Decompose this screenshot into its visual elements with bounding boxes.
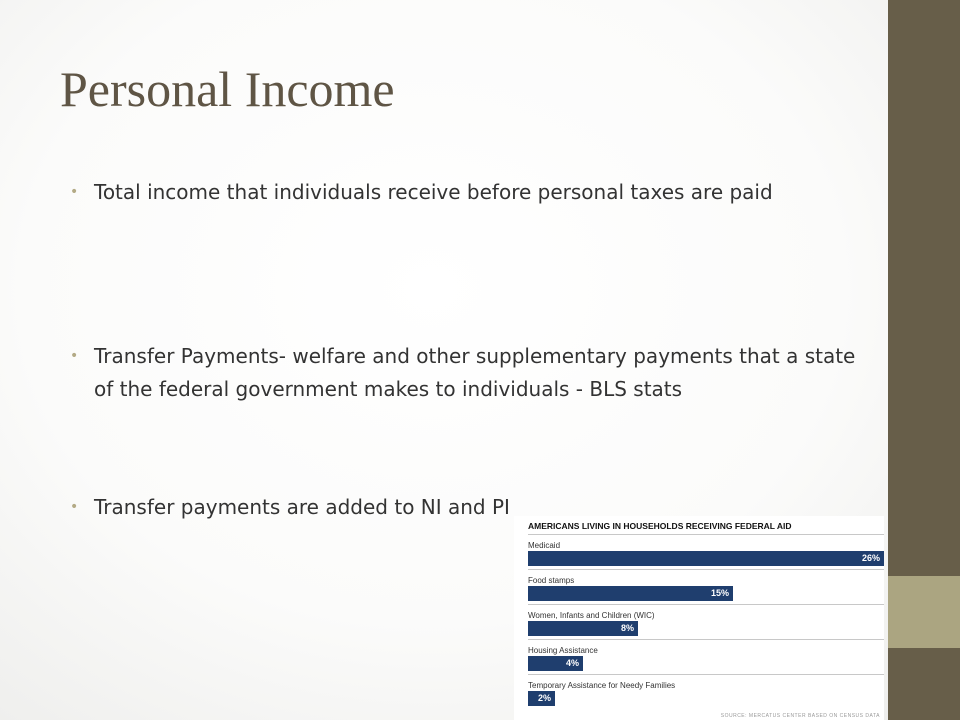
category-label: Temporary Assistance for Needy Families bbox=[528, 681, 676, 690]
category-label: Food stamps bbox=[528, 576, 575, 585]
bullet-item bbox=[70, 176, 860, 209]
chart-divider bbox=[528, 534, 884, 535]
bar bbox=[528, 691, 555, 706]
chart-divider bbox=[528, 604, 884, 605]
chart-divider bbox=[528, 639, 884, 640]
bar-value-label: 26% bbox=[861, 553, 880, 563]
chart-divider bbox=[528, 674, 884, 675]
bar-value-label: 2% bbox=[537, 693, 551, 703]
category-label: Medicaid bbox=[528, 541, 561, 550]
category-label: Women, Infants and Children (WIC) bbox=[528, 611, 655, 620]
federal-aid-bar-chart bbox=[514, 516, 884, 720]
bullet-dot-icon: • bbox=[70, 184, 79, 200]
category-label: Housing Assistance bbox=[528, 646, 598, 655]
bar-value-label: 8% bbox=[620, 623, 634, 633]
sidebar-accent-block bbox=[888, 576, 960, 648]
bullet-text: Transfer Payments- welfare and other supplementary payments that a state of the federal government makes to individuals - BLS stats bbox=[94, 344, 856, 401]
slide-title: Personal Income bbox=[60, 61, 395, 117]
chart-divider bbox=[528, 569, 884, 570]
bar bbox=[528, 551, 884, 566]
bar-value-label: 4% bbox=[565, 658, 579, 668]
bullet-item bbox=[70, 340, 860, 406]
bar-value-label: 15% bbox=[710, 588, 729, 598]
bullet-text: Total income that individuals receive before personal taxes are paid bbox=[94, 180, 773, 204]
bar bbox=[528, 621, 638, 636]
bar bbox=[528, 656, 583, 671]
bar bbox=[528, 586, 733, 601]
bullet-text: Transfer payments are added to NI and PI bbox=[94, 495, 510, 519]
bullet-dot-icon: • bbox=[70, 348, 79, 364]
chart-title: AMERICANS LIVING IN HOUSEHOLDS RECEIVING FEDERAL AID bbox=[528, 521, 792, 531]
chart-source: SOURCE: MERCATUS CENTER BASED ON CENSUS DATA bbox=[720, 713, 880, 719]
bullet-dot-icon: • bbox=[70, 499, 79, 515]
